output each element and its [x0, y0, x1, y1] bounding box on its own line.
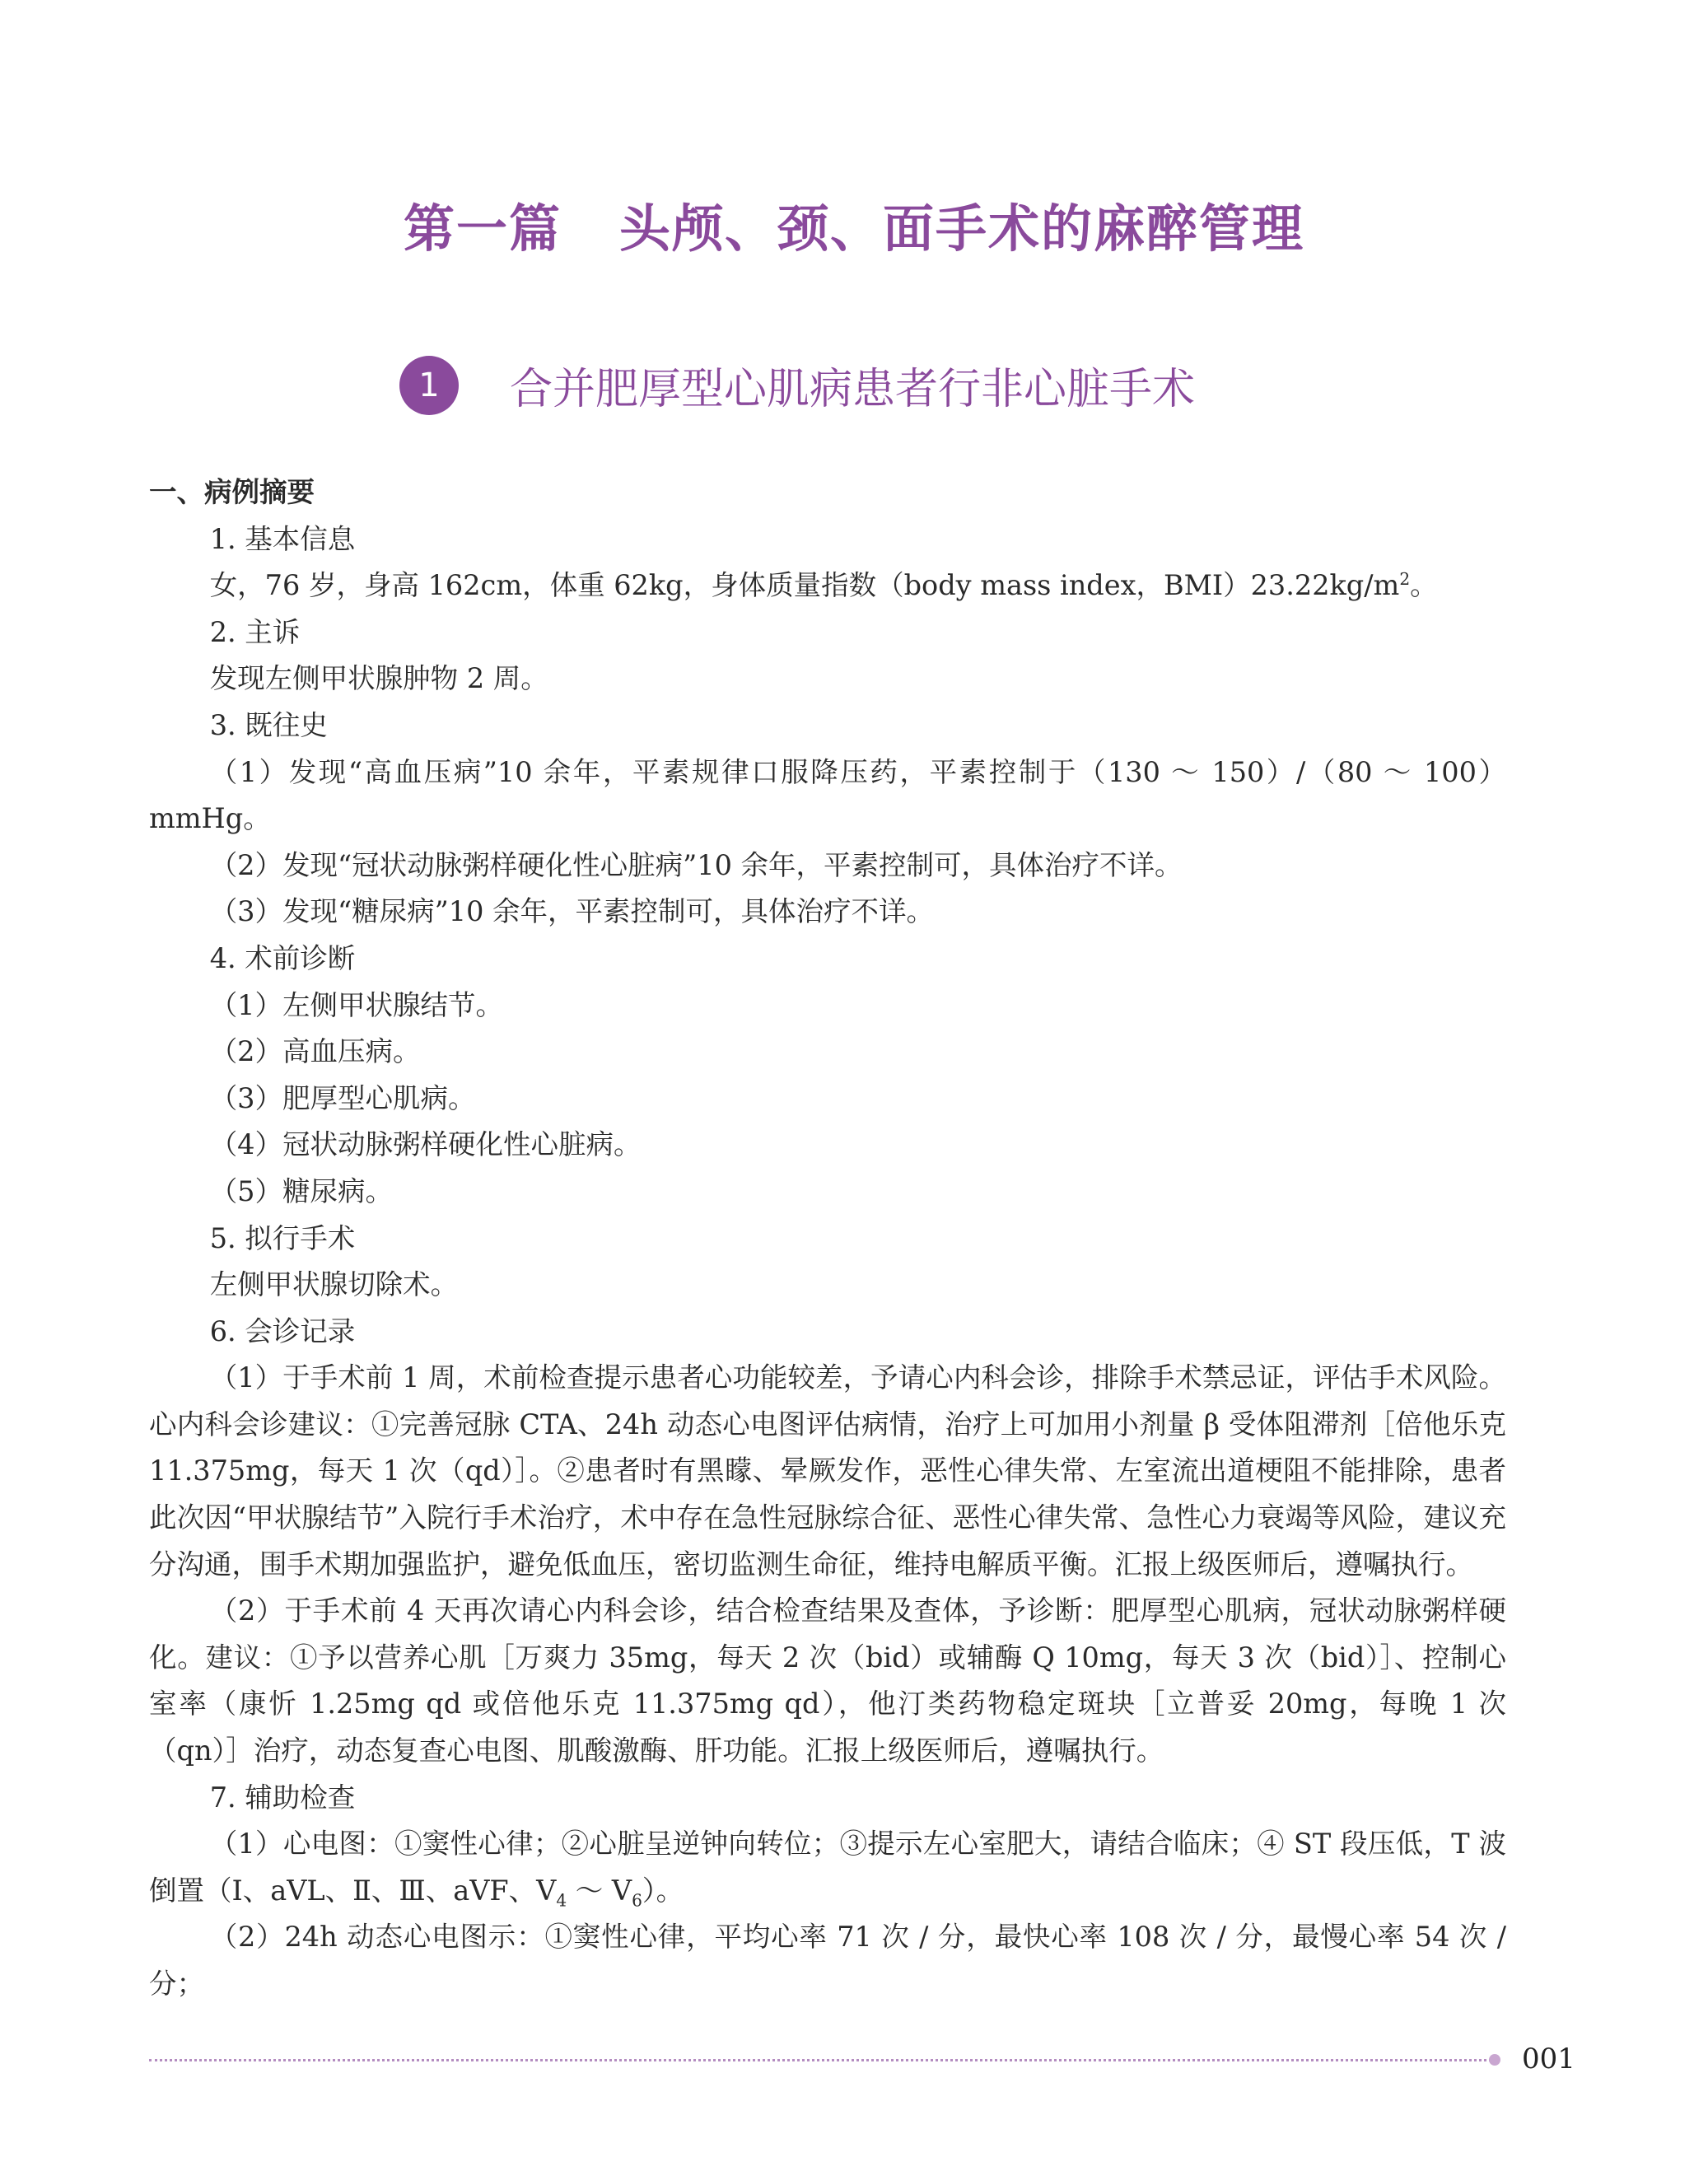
subheading-exam: 7. 辅助检查	[209, 1781, 356, 1814]
punct: 。	[1410, 569, 1438, 602]
paragraph-consult: （1）于手术前 1 周，术前检查提示患者心功能较差，予请心内科会诊，排除手术禁忌证，评估手术风险。心内科会诊建议：①完善冠脉 CTA、24h 动态心电图评估病情，治疗上可加用小剂量 β 受体阻滞剂［倍他乐克 11.375mg，每天 1 次（qd）］。②患者时有黑矇、晕厥发作，恶性心律失常、左室流出道梗阻不能排除，患者此次因“甲状腺结节”入院行手术治疗，术中存在急性冠脉综合征、恶性心律失常、急性心力衰竭等风险，建议充分沟通，围手术期加强监护，避免低血压，密切监测生命征，维持电解质平衡。汇报上级医师后，遵嘱执行。	[149, 1361, 1506, 1580]
subscript: 6	[632, 1890, 642, 1911]
list-item: （5）糖尿病。	[209, 1174, 394, 1207]
chapter-title: 合并肥厚型心肌病患者行非心脏手术	[510, 365, 1196, 414]
paragraph-ecg	[149, 1821, 1506, 1914]
section-heading: 一、病例摘要	[149, 476, 315, 508]
ecg-text: ～ V	[567, 1874, 632, 1907]
basic-info-text: 女，76 岁，身高 162cm，体重 62kg，身体质量指数（body mass index，BMI）23.22kg/m	[209, 569, 1400, 602]
subheading-basic-info: 1. 基本信息	[209, 522, 356, 555]
subheading-surgery: 5. 拟行手术	[209, 1221, 356, 1254]
list-item: （3）发现“糖尿病”10 余年，平素控制可，具体治疗不详。	[209, 895, 935, 928]
paragraph-holter: （2）24h 动态心电图示：①窦性心律，平均心率 71 次 / 分，最快心率 108 次 / 分，最慢心率 54 次 / 分；	[149, 1921, 1506, 2000]
chapter-number-badge: 1	[399, 356, 459, 415]
subheading-complaint: 2. 主诉	[209, 615, 301, 648]
footer-dot-ornament	[1489, 2054, 1500, 2066]
list-item: （2）发现“冠状动脉粥样硬化性心脏病”10 余年，平素控制可，具体治疗不详。	[209, 848, 1183, 881]
subscript: 4	[556, 1890, 567, 1911]
part-label: 第一篇	[403, 198, 562, 259]
list-item: （3）肥厚型心肌病。	[209, 1081, 476, 1114]
part-title	[0, 188, 1708, 261]
subheading-diagnosis: 4. 术前诊断	[209, 941, 356, 974]
punct: ）。	[642, 1874, 684, 1907]
subheading-consult: 6. 会诊记录	[209, 1314, 356, 1347]
paragraph-consult: （2）于手术前 4 天再次请心内科会诊，结合检查结果及查体，予诊断：肥厚型心肌病，冠状动脉粥样硬化。建议：①予以营养心肌［万爽力 35mg，每天 2 次（bid）或辅酶 Q 10mg，每天 3 次（bid）］、控制心室率（康忻 1.25mg qd 或倍他乐克 11.375mg qd），他汀类药物稳定斑块［立普妥 20mg，每晚 1 次（qn）］治疗，动态复查心电图、肌酸激酶、肝功能。汇报上级医师后，遵嘱执行。	[149, 1594, 1506, 1767]
list-item: （1）左侧甲状腺结节。	[209, 988, 504, 1021]
list-item: （4）冠状动脉粥样硬化性心脏病。	[209, 1128, 642, 1161]
list-item: （2）高血压病。	[209, 1035, 421, 1068]
ecg-text: （1）心电图：①窦性心律；②心脏呈逆钟向转位；③提示左心室肥大，请结合临床；④ ST 段压低，T 波倒置（Ⅰ、aVL、Ⅱ、Ⅲ、aVF、V	[149, 1828, 1506, 1907]
chapter-heading	[399, 354, 1195, 416]
paragraph-basic-info	[149, 563, 1506, 609]
list-item: （1）发现“高血压病”10 余年，平素规律口服降压药，平素控制于（130 ～ 150）/（80 ～ 100）mmHg。	[149, 755, 1506, 835]
footer-divider	[149, 2059, 1491, 2061]
subheading-history: 3. 既往史	[209, 708, 328, 741]
part-text: 头颅、颈、面手术的麻醉管理	[619, 198, 1305, 259]
body-text	[149, 469, 1506, 2008]
superscript: 2	[1399, 569, 1411, 590]
paragraph-complaint: 发现左侧甲状腺肿物 2 周。	[209, 662, 548, 695]
paragraph-surgery: 左侧甲状腺切除术。	[209, 1268, 459, 1301]
page-number: 001	[1522, 2043, 1575, 2075]
